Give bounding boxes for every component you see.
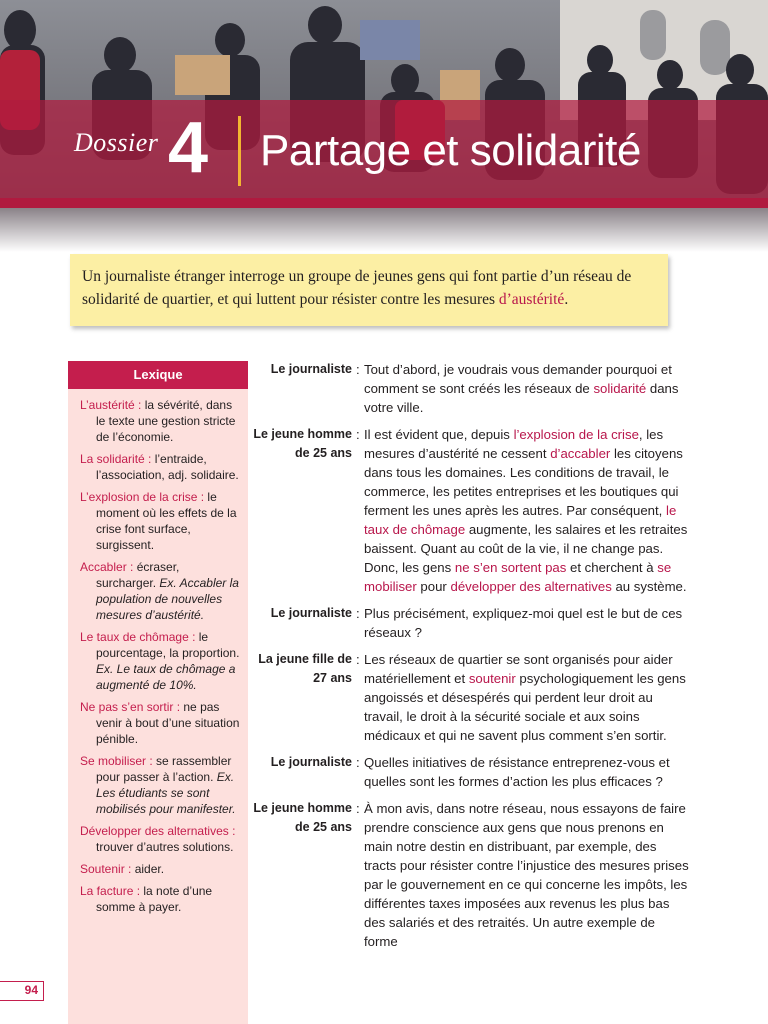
vocab-highlight: ne s’en sortent pas [454,560,567,575]
lexique-entry [80,823,240,855]
speech-segment: pour [416,579,451,594]
speech-segment: et cherchent à [566,560,658,575]
vocab-highlight: soutenir [468,671,516,686]
speaker-name: Le jeune homme de 25 ans [253,427,352,460]
speaker-colon: : [356,755,360,770]
speech-segment: , les mesures d’austérité ne cessent [364,427,664,461]
lexique-list [68,389,248,915]
speech-segment: Quelles initiatives de résistance entreprenez-vous et quelles sont les formes d’action les plus efficaces ? [364,755,670,789]
lexique-definition: aider. [131,862,165,876]
dialogue-row [252,753,692,791]
intro-box [70,254,668,326]
lexique-term: La solidarité : [80,452,152,466]
intro-text: Un journaliste étranger interroge un groupe de jeunes gens qui font partie d’un réseau de solidarité de quartier, et qui luttent pour résister contre les mesures [82,268,632,308]
speech-text [360,650,692,745]
lexique-sidebar [68,361,248,1024]
speech-segment: dans votre ville. [364,381,679,415]
vocab-highlight: solidarité [593,381,647,396]
speech-segment: au système. [611,579,687,594]
vocab-highlight: se mobiliser [364,560,672,594]
speech-segment: Tout d’abord, je voudrais vous demander pourquoi et comment se sont créés les réseaux de [364,362,672,396]
lexique-definition: se rassembler pour passer à l’action. [96,754,232,784]
lexique-entry [80,397,240,445]
dossier-number: 4 [168,108,207,188]
lexique-example: Ex. Le taux de chômage a augmenté de 10%. [96,662,236,692]
lexique-entry [80,753,240,817]
dialogue-row [252,360,692,417]
speaker-colon: : [356,362,360,377]
speech-text [360,604,692,642]
lexique-term: Développer des alternatives : [80,824,236,838]
lexique-heading: Lexique [68,361,248,389]
lexique-entry [80,629,240,693]
lexique-entry [80,559,240,623]
lexique-definition: la note d’une somme à payer. [96,884,213,914]
dialogue-row [252,604,692,642]
speaker-colon: : [356,606,360,621]
dialogue-row [252,799,692,951]
speaker-colon: : [356,801,360,816]
lexique-definition: l’entraide, l’association, adj. solidaire. [96,452,239,482]
lexique-entry [80,883,240,915]
speech-segment: Les réseaux de quartier se sont organisés pour aider matériellement et [364,652,673,686]
lexique-definition: trouver d’autres solutions. [96,840,234,854]
lexique-term: Accabler : [80,560,134,574]
speech-text [360,799,692,951]
lexique-term: L’austérité : [80,398,142,412]
speaker-name: Le jeune homme de 25 ans [253,801,352,834]
speaker-colon: : [356,427,360,442]
speaker-name: Le journaliste [270,606,352,620]
page-number: 94 [0,981,44,1001]
intro-text-end: . [564,291,569,308]
speech-text [360,425,692,596]
lexique-term: Se mobiliser : [80,754,153,768]
lexique-definition: écraser, surcharger. [96,560,180,590]
lexique-example: Ex. Accabler la population de nouvelles mesures d’austérité. [96,576,239,622]
speech-segment: les citoyens dans tous les domaines. Les conditions de travail, le commerce, les petites entreprises et les boutiques qui ferment les unes après les autres. Par conséquent, [364,446,683,518]
dialogue [252,360,692,959]
speaker-colon: : [356,652,360,667]
lexique-definition: le moment où les effets de la crise font surface, surgissent. [96,490,237,552]
speech-segment: augmente, les salaires et les retraites baissent. Quant au coût de la vie, il ne change pas. Donc, les gens [364,522,688,575]
speech-segment: Il est évident que, depuis [364,427,514,442]
lexique-entry [80,699,240,747]
intro-highlight: d’austérité [498,291,565,308]
lexique-term: Ne pas s’en sortir : [80,700,181,714]
speaker-name: La jeune fille de 27 ans [258,652,352,685]
speech-segment: psychologiquement les gens angoissés et désespérés qui perdent leur droit au travail, le droit à la sécurité sociale et aux soins médicaux et qui ne savent plus comment s’en sortir. [364,671,686,743]
speaker-name: Le journaliste [270,755,352,769]
speech-text [360,753,692,791]
lexique-term: Le taux de chômage : [80,630,196,644]
title-divider [238,116,241,186]
lexique-entry [80,489,240,553]
vocab-highlight: développer des alternatives [450,579,612,594]
vocab-highlight: d’accabler [550,446,611,461]
lexique-term: L’explosion de la crise : [80,490,205,504]
vocab-highlight: l’explosion de la crise [513,427,639,442]
lexique-entry [80,451,240,483]
lexique-example: Ex. Les étudiants se sont mobilisés pour manifester. [96,770,236,816]
lexique-definition: ne pas venir à bout d’une situation pénible. [96,700,240,746]
dossier-label: Dossier [74,128,159,157]
speaker-name: Le journaliste [270,362,352,376]
lexique-term: La facture : [80,884,141,898]
vocab-highlight: le taux de chômage [364,503,677,537]
speech-segment: Plus précisément, expliquez-moi quel est le but de ces réseaux ? [364,606,683,640]
speech-segment: À mon avis, dans notre réseau, nous essayons de faire prendre conscience aux gens que nous prenons en main notre destin en distribuant, par exemple, des tracts pour résister contre l’injustice des mesures prises par le gouvernement en ce qui concerne les impôts, les différentes taxes imposées aux revenus les plus bas des salariés et des retraités. Un autre exemple de forme [364,801,689,949]
lexique-term: Soutenir : [80,862,132,876]
page-title: Partage et solidarité [260,126,641,175]
lexique-definition: le pourcentage, la proportion. [96,630,240,660]
lexique-entry [80,861,240,877]
lexique-definition: la sévérité, dans le texte une gestion stricte de l’économie. [96,398,236,444]
speech-text [360,360,692,417]
dialogue-row [252,650,692,745]
dialogue-row [252,425,692,596]
